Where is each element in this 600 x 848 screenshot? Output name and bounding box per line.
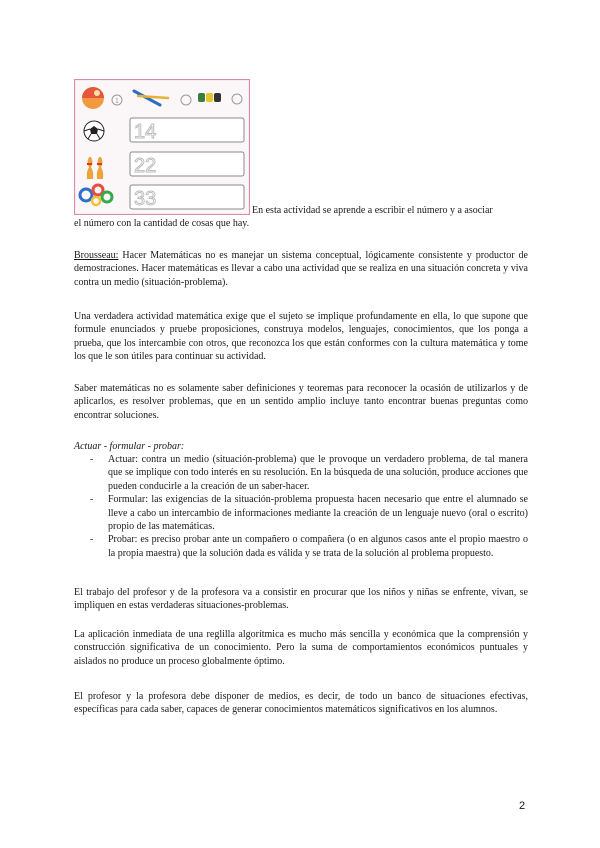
counting-worksheet-image <box>74 79 250 215</box>
number-14: 14 <box>134 121 157 143</box>
brousseau-name: Brousseau: <box>74 250 119 261</box>
clip-yellow-icon <box>206 93 213 102</box>
activity-paragraph: Una verdadera actividad matemática exige que el sujeto se implique profundamente en ella, lo que supone que formule enunciados y pruebe proposiciones, construya modelos, lenguajes, conocimientos, que los ponga a prueba, que los intercambie con otros, que reconozca los que están conformes con la cultura matemática y tome los que le son útiles para continuar su actividad. <box>74 311 528 363</box>
bullet-dash: - <box>90 534 94 546</box>
bullet-text-probar: Probar: es preciso probar ante un compañero o compañera (o en algunos casos ante el propio maestro o la propia maestra) que la solución dada es válida y se trata de la solución al problema propuesto. <box>108 534 528 559</box>
bullet-text-formular: Formular: las exigencias de la situación-problema propuesta hacen necesario que entre el alumnado se lleve a cabo un intercambio de informaciones mediante la creación de un lenguaje nuevo (oral o escrito) propio de las matemáticas. <box>108 494 528 533</box>
image-caption-line1: En esta actividad se aprende a escribir el número y a asociar <box>252 205 493 216</box>
bullet-list <box>74 453 528 560</box>
svg-text:1: 1 <box>115 98 119 105</box>
image-caption-line2: el número con la cantidad de cosas que hay. <box>74 218 250 229</box>
brousseau-paragraph <box>74 249 528 289</box>
page-number: 2 <box>519 800 526 812</box>
clip-green-icon <box>198 93 205 102</box>
bullet-dash: - <box>90 494 94 506</box>
teacher-paragraph: El trabajo del profesor y de la profesora va a consistir en procurar que los niños y niñas se enfrente, vivan, se impliquen en estas verdaderas situaciones-problemas. <box>74 587 528 612</box>
knowing-paragraph: Saber matemáticas no es solamente saber definiciones y teoremas para reconocer la ocasión de utilizarlos y de aplicarlos, es resolver problemas, que en un sentido amplio incluye tanto encontrar buenas preguntas como encontrar soluciones. <box>74 383 528 421</box>
bullet-dash: - <box>90 454 94 465</box>
number-22: 22 <box>134 155 157 177</box>
bullet-text-actuar: Actuar: contra un medio (situación-problema) que le provoque un verdadero problema, de tal manera que se implique con todo interés en su resolución. En la búsqueda de una solución, produce acciones que pueden conducirle a la creación de un saber-hacer. <box>108 454 528 492</box>
means-paragraph: El profesor y la profesora debe disponer de medios, es decir, de todo un banco de situaciones efectivas, específicas para cada saber, capaces de generar conocimientos matemáticos significativos en los alumnos. <box>74 691 528 716</box>
grid-paragraph: La aplicación inmediata de una reglilla algorítmica es mucho más sencilla y económica que la comprensión y construcción significativa de un conocimiento. Pero la suma de comportamientos económicos puntuales y aislados no produce un proceso globalmente óptimo. <box>74 629 528 667</box>
list-item <box>74 533 528 560</box>
number-33: 33 <box>134 188 157 210</box>
clip-black-icon <box>214 93 221 102</box>
list-item <box>74 493 528 533</box>
list-item <box>74 453 528 493</box>
brousseau-text: Hacer Matemáticas no es manejar un sistema conceptual, lógicamente consistente y productor de demostraciones. Hacer matemáticas es llevar a cabo una actividad que se realiza en una situación concreta y viva contra un medio (situación-problema). <box>74 250 528 288</box>
section-heading: Actuar - formular - probar: <box>74 441 185 452</box>
